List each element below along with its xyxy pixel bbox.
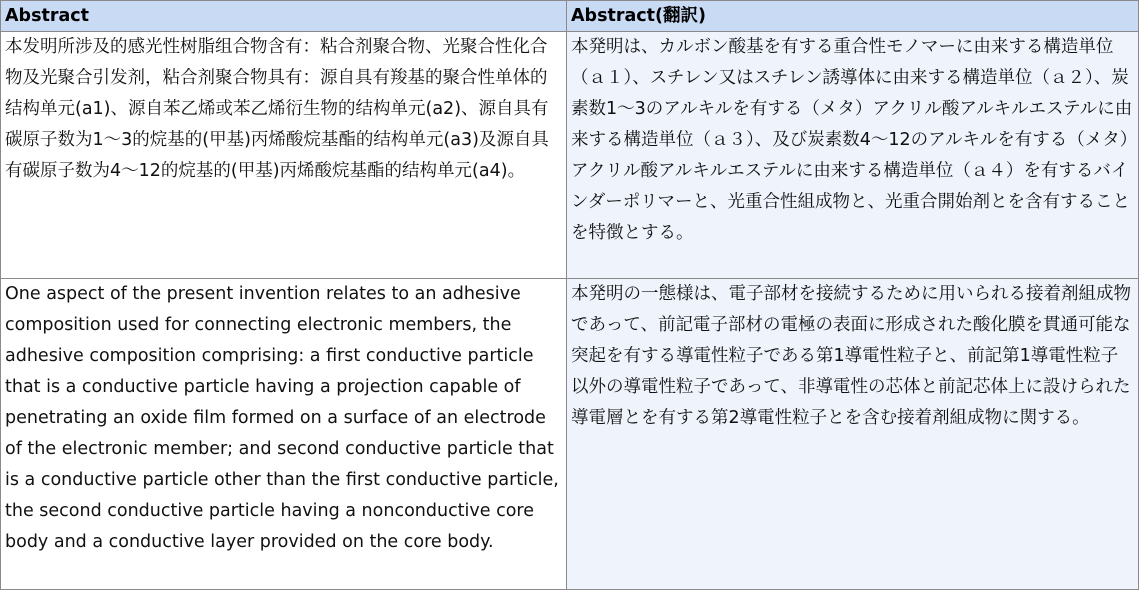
header-abstract: Abstract	[1, 1, 567, 32]
translated-abstract-cell: 本発明の一態様は、電子部材を接続するために用いられる接着剤組成物であって、前記電子部材の電極の表面に形成された酸化膜を貫通可能な突起を有する導電性粒子である第1導電性粒子と、前記第1導電性粒子以外の導電性粒子であって、非導電性の芯体と前記芯体上に設けられた導電層とを有する第2導電性粒子とを含む接着剤組成物に関する。	[567, 279, 1139, 590]
table-row	[1, 32, 1139, 279]
source-abstract-cell: One aspect of the present invention relates to an adhesive composition used for connecting electronic members, the adhesive composition comprising: a first conductive particle that is a conductive particle having a projection capable of penetrating an oxide film formed on a surface of an electrode of the electronic member; and second conductive particle that is a conductive particle other than the first conductive particle, the second conductive particle having a nonconductive core body and a conductive layer provided on the core body.	[1, 279, 567, 590]
header-row	[1, 1, 1139, 32]
source-abstract-cell: 本发明所涉及的感光性树脂组合物含有：粘合剂聚合物、光聚合性化合物及光聚合引发剂，粘合剂聚合物具有：源自具有羧基的聚合性单体的结构单元(a1)、源自苯乙烯或苯乙烯衍生物的结构单元(a2)、源自具有碳原子数为1～3的烷基的(甲基)丙烯酸烷基酯的结构单元(a3)及源自具有碳原子数为4～12的烷基的(甲基)丙烯酸烷基酯的结构单元(a4)。	[1, 32, 567, 279]
translated-abstract-cell: 本発明は、カルボン酸基を有する重合性モノマーに由来する構造単位（ａ１）、スチレン又はスチレン誘導体に由来する構造単位（ａ２）、炭素数1～3のアルキルを有する（メタ）アクリル酸アルキルエステルに由来する構造単位（ａ３）、及び炭素数4～12のアルキルを有する（メタ）アクリル酸アルキルエステルに由来する構造単位（ａ４）を有するバインダーポリマーと、光重合性組成物と、光重合開始剤とを含有することを特徴とする。	[567, 32, 1139, 279]
table-row	[1, 279, 1139, 590]
header-abstract-translation: Abstract(翻訳)	[567, 1, 1139, 32]
